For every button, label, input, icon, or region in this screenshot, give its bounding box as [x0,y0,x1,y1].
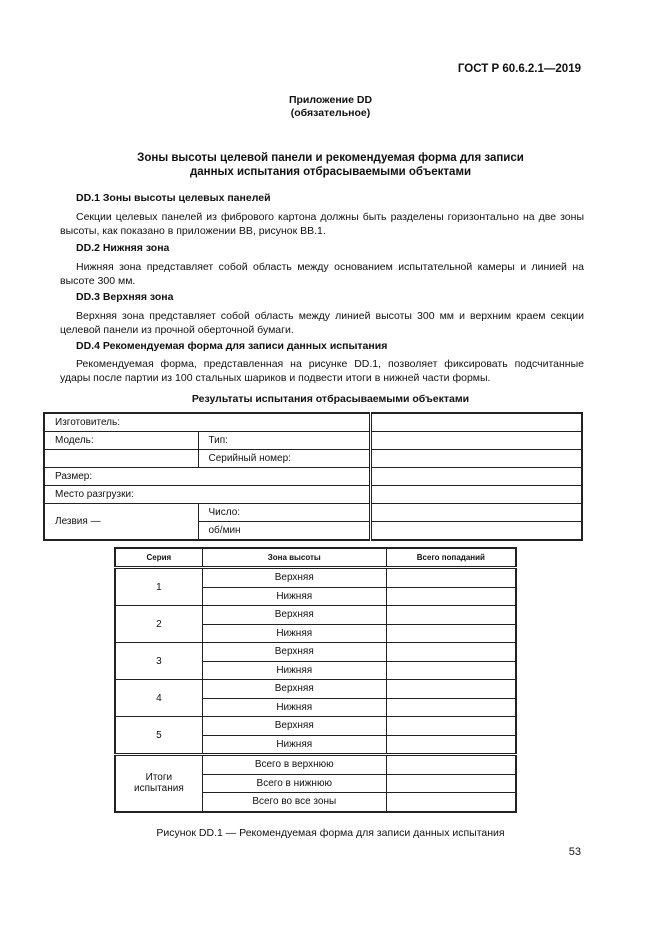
form-title: Результаты испытания отбрасываемыми объектами [191,393,470,405]
hits-cell[interactable] [386,661,516,680]
zone-lower: Нижняя [202,661,386,680]
total-lower-label: Всего в нижнюю [202,774,386,793]
total-cell[interactable] [386,774,516,793]
zone-lower: Нижняя [202,624,386,643]
hits-cell[interactable] [386,735,516,755]
size-value[interactable] [370,468,582,486]
hits-table [114,547,517,813]
size-label: Размер: [44,468,370,486]
hits-cell[interactable] [386,587,516,606]
zone-upper: Верхняя [202,680,386,699]
number-label: Число: [198,504,370,522]
serial-label: Серийный номер: [198,450,370,468]
main-title-line2: данных испытания отбрасываемыми объектами [189,166,472,178]
series-number: 3 [115,643,202,680]
figure-caption: Рисунок DD.1 — Рекомендуемая форма для записи данных испытания [156,827,505,839]
section-text: Верхняя зона представляет собой область между линией высоты 300 мм и верхним краем секции целевой панели из прочной оберточной бумаги. [60,310,584,336]
section-heading: DD.4 Рекомендуемая форма для записи данных испытания [76,340,388,352]
hits-cell[interactable] [386,643,516,662]
series-number: 5 [115,717,202,755]
rpm-value[interactable] [370,522,582,541]
series-number: 4 [115,680,202,717]
total-cell[interactable] [386,755,516,775]
page-number: 53 [568,846,581,858]
total-upper-label: Всего в верхнюю [202,755,386,775]
zone-lower: Нижняя [202,587,386,606]
number-value[interactable] [370,504,582,522]
section-heading: DD.2 Нижняя зона [76,242,170,254]
serial-value[interactable] [370,450,582,468]
annex-title: Приложение DD [288,94,373,106]
hits-cell[interactable] [386,606,516,625]
column-header: Зона высоты [202,548,386,568]
totals-label: Итоги испытания [115,755,202,812]
unload-value[interactable] [370,486,582,504]
section-text: Рекомендуемая форма, представленная на рисунке DD.1, позволяет фиксировать подсчитанные удары после партии из 100 стальных шариков и подвести итоги в нижней части формы. [60,358,584,384]
type-label: Тип: [198,432,370,450]
series-number: 2 [115,606,202,643]
annex-status: (обязательное) [290,107,371,119]
hits-cell[interactable] [386,680,516,699]
series-number: 1 [115,568,202,606]
hits-cell[interactable] [386,624,516,643]
model-value[interactable] [44,450,198,468]
zone-lower: Нижняя [202,698,386,717]
column-header: Всего попаданий [386,548,516,568]
hits-cell[interactable] [386,568,516,588]
manufacturer-label: Изготовитель: [44,413,370,432]
total-all-label: Всего во все зоны [202,793,386,812]
main-title-line1: Зоны высоты целевой панели и рекомендуемая форма для записи [137,152,524,164]
section-text: Нижняя зона представляет собой область между основанием испытательной камеры и линией на высоте 300 мм. [60,261,584,287]
hits-cell[interactable] [386,717,516,736]
section-heading: DD.1 Зоны высоты целевых панелей [76,192,271,204]
zone-upper: Верхняя [202,606,386,625]
zone-upper: Верхняя [202,717,386,736]
section-heading: DD.3 Верхняя зона [76,291,174,303]
zone-lower: Нижняя [202,735,386,755]
hits-cell[interactable] [386,698,516,717]
device-info-table [43,412,583,541]
total-cell[interactable] [386,793,516,812]
zone-upper: Верхняя [202,568,386,588]
section-text: Секции целевых панелей из фибрового картона должны быть разделены горизонтально на две зоны высоты, как показано в приложении ВВ, рисунок ВВ.1. [60,211,584,237]
column-header: Серия [115,548,202,568]
model-label: Модель: [44,432,198,450]
type-value[interactable] [370,432,582,450]
manufacturer-value[interactable] [370,413,582,432]
zone-upper: Верхняя [202,643,386,662]
document-id: ГОСТ Р 60.6.2.1—2019 [457,63,581,75]
unload-label: Место разгрузки: [44,486,370,504]
rpm-label: об/мин [198,522,370,541]
blades-label: Лезвия — [44,504,198,541]
